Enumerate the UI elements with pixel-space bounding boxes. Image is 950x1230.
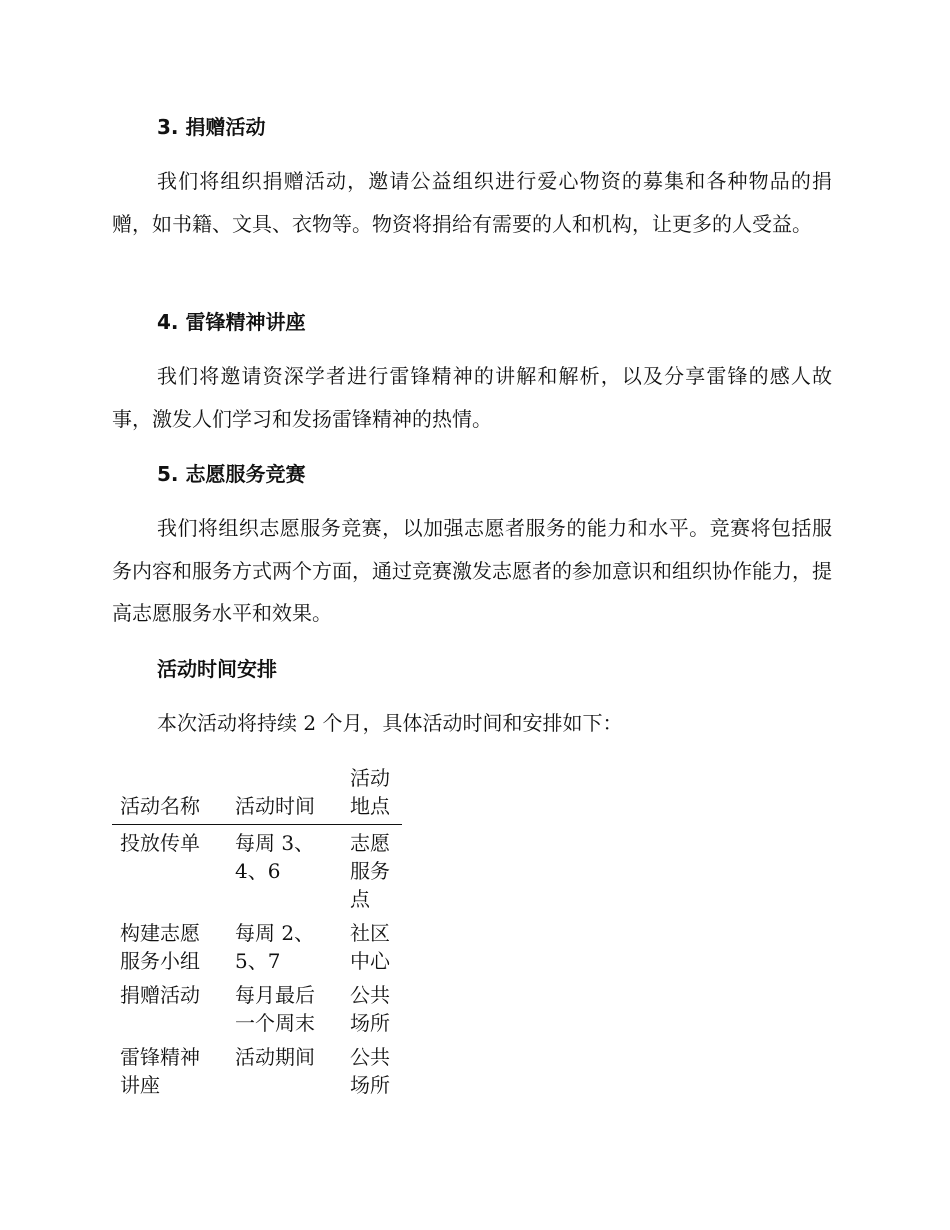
table-row (112, 917, 402, 979)
column-header-activity: 活动名称 (112, 762, 227, 825)
cell-activity: 雷锋精神讲座 (120, 1045, 200, 1097)
table-row (112, 979, 402, 1041)
table-row (112, 825, 402, 918)
column-header-location: 活动地点 (342, 762, 402, 825)
cell-time: 每月最后一个周末 (235, 983, 315, 1035)
table-row (112, 1041, 402, 1103)
section-body-lecture: 我们将邀请资深学者进行雷锋精神的讲解和解析，以及分享雷锋的感人故事，激发人们学习和发扬雷锋精神的热情。 (112, 364, 832, 431)
column-header-time: 活动时间 (227, 762, 342, 825)
cell-time: 每周 3、4、6 (235, 831, 315, 883)
section-body-donation: 我们将组织捐赠活动，邀请公益组织进行爱心物资的募集和各种物品的捐赠，如书籍、文具、衣物等。物资将捐给有需要的人和机构，让更多的人受益。 (112, 169, 832, 236)
section-body-competition: 我们将组织志愿服务竞赛，以加强志愿者服务的能力和水平。竞赛将包括服务内容和服务方式两个方面，通过竞赛激发志愿者的参加意识和组织协作能力，提高志愿服务水平和效果。 (112, 516, 832, 625)
cell-time: 每周 2、5、7 (235, 921, 315, 973)
section-heading-schedule: 活动时间安排 (157, 657, 277, 681)
cell-activity: 构建志愿服务小组 (120, 921, 200, 973)
cell-activity: 捐赠活动 (120, 983, 200, 1007)
section-heading-competition: 5. 志愿服务竞赛 (157, 462, 306, 486)
cell-location: 志愿服务点 (350, 831, 390, 911)
schedule-table (112, 762, 402, 1103)
cell-activity: 投放传单 (120, 831, 200, 855)
section-heading-lecture: 4. 雷锋精神讲座 (157, 310, 306, 334)
cell-location: 社区中心 (350, 921, 390, 973)
cell-location: 公共场所 (350, 1045, 390, 1097)
cell-location: 公共场所 (350, 983, 390, 1035)
section-heading-donation: 3. 捐赠活动 (157, 115, 266, 139)
table-header-row (112, 762, 402, 825)
section-body-schedule: 本次活动将持续 2 个月，具体活动时间和安排如下： (157, 711, 623, 735)
cell-time: 活动期间 (235, 1045, 315, 1069)
